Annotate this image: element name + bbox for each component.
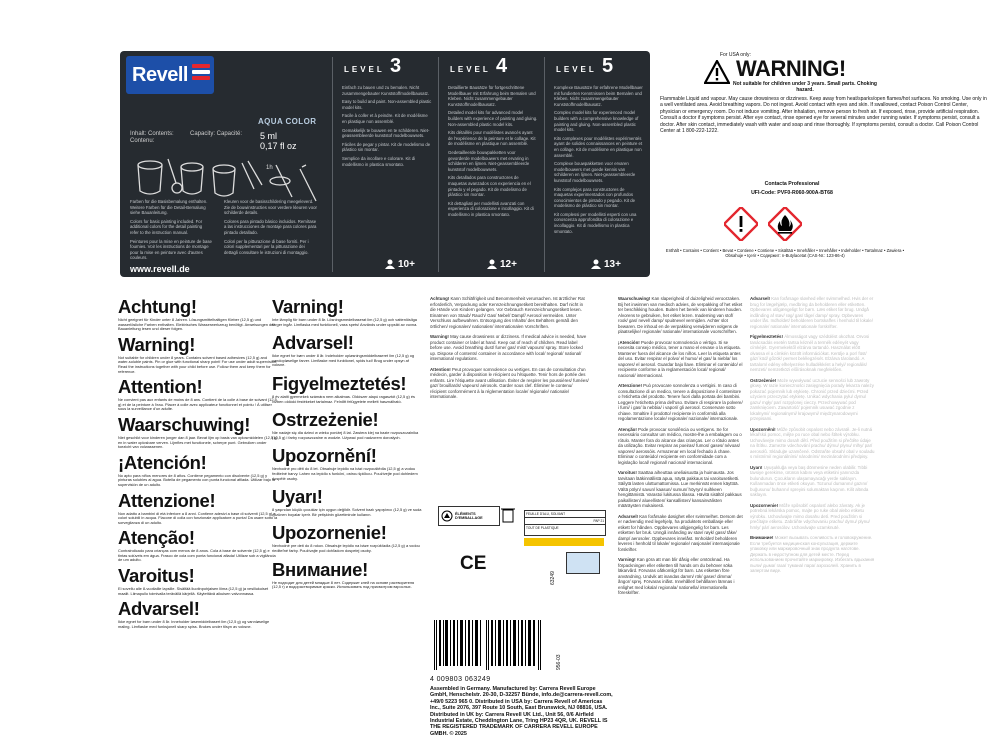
warning-title: Uyarı! [272, 486, 323, 508]
capacity-label: Capacity: Capacité: [190, 131, 243, 137]
paint-tip-de: Farben für die Basisbemalung enthalten. Weitere Farben für die Detail-Bemalung siehe Bauanleitung. [130, 199, 208, 216]
level-3-badge: LEVEL 3 [344, 55, 402, 77]
warning-text: Nie nadaje się dla dzieci w wieku poniżej 8 lat. Zawiera klej na bazie rozpuszczalnika (12,5 g) i farby rozpuszczalne w wodzie. Używać pod nadzorem dorosłych. [272, 430, 419, 440]
warning-block-fr [118, 376, 278, 412]
warning-block-da [272, 332, 422, 368]
warning-block-es [118, 452, 278, 488]
hazard-paragraph: Uyarı! Uyuşukluğa veya baş dönmesine neden olabilir. Tıbbi tavsiye gerekirse, ürünün kabını veya etiketini yanınızda bulundurun. Çocukların ulaşamayacağı yerde saklayın. Kullanmadan önce etiketi okuyun. Tozunu/ dumanını/ gazını/ buğusunu/ buharını/ spreyini solumaktan kaçının. Kilit altında saklayın. [750, 464, 869, 497]
age-rating-13: 13+ [590, 259, 621, 270]
warning-title: Advarsel! [272, 332, 354, 354]
warning-block-no [118, 598, 278, 629]
warning-text: Ei sovellu alle 8-vuotiaille lapsille. Sisältää liuotinpohjaisen liima (12,5 g) ja vesiliukoiset maalit. Liimapullo toimivalla terävällä kärjellä. Käytettävä aikuisen valvonnassa. [118, 586, 269, 596]
warning-title: Upozornenie! [272, 522, 387, 544]
warning-text: Niet geschikt voor kinderen jonger dan 8 jaar. Bevat lijm op basis van oplosmiddelen (12,5 g) en in water oplosbare verven. Lijmfles met functionele, scherpe punt. Gebruiken onder toezicht van volwassenen. [118, 434, 278, 450]
warning-text: Not suitable for children under 8 years. Contains solvent based adhesives (12,5 g) and water-soluble paints. Pin or glue with functional sharp point! For use under adult supervision. Read the instructions together with your child before use. Follow them and keep them for reference. [118, 354, 278, 374]
hazard-paragraph: Atenção! Pode provocar sonolência ou vertigens. Se for necessário consultar um médico, mostre-lhe a embalagem ou o rótulo. Manter fora do alcance das crianças. Ler o rótulo antes da utilização. Evitar respirar as poeiras/ fumos/ gases/ névoas/ vapores/ aerossóis. Armazenar em local fechado à chave. Eliminar o conteúdo/ recipiente em conformidade com a legislação local/ regional/ nacional/ internacional. [618, 426, 742, 465]
warning-text: Ne convient pas aux enfants de moins de 8 ans. Contient de la colle à base de solvant (12,5 g) et de la peinture à l'eau. Placer à colle avec applicateur fonctionnel et pointu ! À utiliser sous la surveillance d'un adulte. [118, 397, 277, 412]
warning-block-en [118, 334, 278, 374]
german-flag-icon [192, 64, 210, 86]
warning-block-cs [272, 445, 422, 481]
hazard-paragraph: Attenzione! Può provocare sonnolenza o vertigini. In caso di consultazione di un medico, tenere a disposizione il contenitore o l'etichetta del prodotto. Tenere fuori dalla portata dei bambini. Leggere l'etichetta prima dell'uso. Evitare di respirare la polvere/ i fumi/ i gas/ la nebbia/ i vapori/ gli aerosol. Conservare sotto chiave. Smaltire il prodotto/ recipiente in conformità alla regolamentazione locale/ regionale/ nazionale/ internazionale. [618, 383, 743, 421]
warning-text: Ikke egnet for barn under 8 år. Inneholder løsemiddelbasert lim (12,5 g) og vannløselige maling. Limflaske med funksjonell skarp spiss. Brukes under tilsyn av voksne. [118, 619, 270, 629]
website-link[interactable]: www.revell.de [130, 264, 190, 274]
warning-title: Atenção! [118, 527, 195, 549]
usa-only-label: For USA only: [720, 52, 751, 58]
hazard-paragraph: Attention! Peut provoquer somnolence ou vertiges. En cas de consultation d'un médecin, garder à disposition le récipient ou l'étiquette. Tenir hors de portée des enfants. Lire l'étiquette avant utilisation. Éviter de respirer les poussières/ fumées/ gaz/ brouillards/ vapeurs/ aérosols. Garder sous clef. Éliminer le contenu/ récipient conformément à la réglementation locale/ régionale/ nationale/ internationale. [430, 366, 589, 399]
info-bar [524, 538, 604, 546]
hazard-paragraph: Upozornění! Může způsobit ospalost nebo závratě. Je-li nutná lékařská pomoc, mějte po ruce obal nebo štítek výrobku. Uchovávejte mimo dosah dětí. Před použitím si přečtěte údaje na štítku. Zamezte vdechování prachu/ dýmu/ plynu/ mlhy/ par/ aerosolů. Skladujte uzamčené. Odstraňte obsah/ obal v souladu s místními/ regionálními/ národními/ mezinárodními předpisy. [750, 426, 875, 459]
divider [332, 57, 333, 272]
warning-text: Nevhodné pro děti do 8 let. Obsahuje lepidlo na bázi rozpouštědla (12,5 g) a vodou ředitelné barvy. Lahev na lepidlo s funkční, ostrou špičkou. Používejte pod dohledem dospělé osoby. [272, 466, 418, 481]
side-code-2: 956-03 [556, 654, 562, 670]
hazard-paragraph: ¡Atención! Puede provocar somnolencia o vértigo. Si se necesita consejo médico, tener a mano el envase o la etiqueta. Mantener fuera del alcance de los niños. Leer la etiqueta antes del uso. Evitar respirar el polvo/ el humo/ el gas/ la niebla/ los vapores/ el aerosol. Guardar bajo llave. Eliminar el contenido/ el recipiente conforme a la reglamentación local/ regional/ nacional/ internacional. [618, 339, 743, 378]
product-line-label: AQUA COLOR [258, 117, 317, 126]
recycling-label: ÉLÉMENTS D'EMBALLAGE [438, 506, 500, 526]
warning-block-pt [118, 527, 278, 563]
hazard-paragraph: Advarsel! Kan forårsage sløvhed eller svimmelhed. Hvis der er brug for lægehjælp, medbring da beholderen eller etiketten. Opbevares utilgængeligt for børn. Læs etiket før brug. Undgå indånding af støv/ røg/ gas/ tåge/ damp/ spray. Opbevares under lås. Indholdet/ beholderen bortskaffes i henhold til lokale/ regionale/ nationale/ internationale forskrifter. [750, 296, 874, 329]
warning-block-hu [272, 373, 422, 404]
warning-text: Non adatto a bambini di età inferiore a 8 anni. Contiene adesivi a base di solventi (12,5 g) e colori solubili in acqua. Flacone di colla con funzionale applicatore a punta! Da usare sotto la sorveglianza di un adulto. [118, 510, 278, 525]
hazard-paragraph: Waarschuwing! Kan slaperigheid of duizeligheid veroorzaken. Bij het inwinnen van medisch advies, de verpakking of het etiket ter beschikking houden. Buiten het bereik van kinderen houden. Alvorens te gebruiken, het etiket lezen. Inademing van stof/ rook/ gas/ nevel/ damp/ spuitnevel vermijden. Achter slot bewaren. De inhoud en de verpakking verwijderen volgens de plaatselijke/ regionale/ nationale/ internationale voorschriften. [618, 296, 743, 334]
warning-text: Ikke egnet for børn under 8 år. Indeholder opløsningsmiddelbaseret lim (12,5 g) og vandopløselige farver. Limflaske med funktionel, spids tud! Brug under opsyn af voksne. [272, 353, 415, 368]
warning-block-sk [272, 522, 422, 553]
paint-tip-es: Colores para pintado básico incluidos. Remítase a las instrucciones de montaje para colores para pintado detallado. [224, 218, 317, 235]
exclamation-hazard-icon [724, 207, 758, 241]
level-4-badge: LEVEL 4 [450, 55, 508, 77]
hazard-paragraph: Advarsel! Kan forårsake døsighet eller svimmelhet. Dersom det er nødvendig med legehjelp, ha produktets emballasje eller etikett for hånden. Oppbevares utilgjengelig for barn. Les etiketten før bruk. Unngå innånding av støv/ røyk/ gass/ tåke/ damp/ aerosoler. Oppbevares innelåst. Innholdet/ beholderen leveres i henhold til lokale/ regionale/ nasjonale/ internasjonale forskrifter. [618, 513, 743, 552]
warning-block-pl [272, 409, 422, 440]
warning-title: Varning! [272, 296, 344, 317]
hazard-paragraph: Varoitus! Saattaa aiheuttaa uneliaisuutta ja huimausta. Jos tarvitaan lääkinnällistä apua, näytä pakkaus tai varoitusetiketti. Säilytä lasten ulottumattomissa. Lue merkinnät ennen käyttöä. Vältä pölyn/ savun/ kaasun/ sumun/ höyryn/ suihkeen hengittämistä. Varastoi lukitussa tilassa. Hävitä sisältö/ pakkaus paikallisten/ alueellisten/ kansallisten/ kansainvälisten määräysten mukaisesti. [618, 470, 742, 508]
manufacturer-info: Assembled in Germany. Manufactured by: Carrera Revell Europe GmbH, Henschelstr. 20-30, D-32257 Bünde, info.de@carrera-revell.com, +49/0 5223 965 0. Distributed in USA by: Carrera Revell of Americas Inc., Suite 2076, 397 Route 10 South, East Brunswick, NJ 08816, USA. Distributed in UK by: Carrera Revell UK Ltd., Unit 56, 0/6 Airfield Industrial Estate, Cheddington Lane, Tring HP23 4QR, UK. REVELL IS THE REGISTERED TRADEMARK OF CARRERA REVELL EUROPE GMBH. © 2025 [430, 686, 613, 737]
warning-title: Varoitus! [118, 565, 195, 587]
hazard-paragraph: Varning! Kan göra att man blir dåsig eller omtöcknad. Ha förpackningen eller etiketten till hands om du behöver söka läkarvård. Förvaras oåtkomligt för barn. Läs etiketten före användning. Undvik att inandas damm/ rök/ gaser/ dimma/ ångor/ sprej. Förvaras inlåst. Innehållet/ behållaren lämnas i enlighet med lokala/ regionala/ nationella/ internationella föreskrifter. [618, 557, 735, 595]
hazard-paragraph: Figyelmeztetés! Álmosságot vagy szédülést okozhat. Orvosi tanácsadás esetén tartsa kéznél a termék edényét vagy címkéjét. Gyermekektől elzárva tartandó. Használat előtt olvassa el a címkén közölt információkat. Kerülje a por/ füst/ gáz/ köd/ gőzök/ permet belélegzését. Elzárva tárolandó. A tartalom/ edény elhelyezése hulladékként a helyi/ regionális/ nemzeti/ nemzetközi előírásoknak megfelelően. [750, 334, 870, 372]
warning-text: Nevhodné pre deti do 8 rokov. Obsahuje lepidlo na báze rozpúšťadla (12,5 g) a vodou riediteľné farby. Používajte pod dohľadom dospelej osoby. [272, 543, 420, 553]
level-5-description: Komplexe Bausätze für erfahrene Modellbauer mit fundierten Kenntnissen beim Bemalen und Kleben. Nicht zusammengebauter Kunststoffmodellbausatz. Complex model kits for experienced model builders with a comprehensive knowledge of painting and gluing. Non-assembled plastic model kits. Kits complexes pour modélistes expérimentés ayant de solides connaissances en peinture et en collage. Kit de modélisme en plastique non assemblé. Complexe bouwpakketten voor ervaren modelbouwers met goede kennis van schilderen en lijmen. Niet-geassembleerde kunststof modelbouwsets. Kits complejos para constructores de maquetas experimentados con profundos conocimientos de pintado y pegado. Kit de modelismo de plástico sin montar. Kit complessi per modellisti esperti con una conoscenza approfondita di colorazione e incollaggio. Kit di modellismo in plastica smontato. [554, 85, 643, 234]
volume-ml: 5 ml [260, 131, 278, 141]
usa-warning-body: Flammable Liquid and vapour. May cause drowsiness or dizziness. Keep away from heat/sparks/open flames/hot surfaces. No smoking. Use only in a well ventilated area. Avoid breathing vapors. Do not ingest. Avoid contact with eyes and skin. If swallowed, contact Poison Control Center, physician or emergency room. Do not induce vomiting. After inhalation, remove person to fresh air. If exposed, rinse, provide artificial respiration. Consult a doctor if symptoms persist. After eye contact, rinse opened eye for several minutes under running water. If symptoms persist, consult a doctor. After skin contact, immediately wash with water and soap and rinse thoroughly. If symptoms persist, consult a doctor. Call Poison Control Center at 1 800-222-1222. [660, 96, 987, 135]
triman-icon [441, 510, 453, 522]
product-info-panel [120, 51, 650, 277]
usa-warning-title: WARNING! [736, 56, 846, 81]
warning-block-de [118, 296, 278, 332]
warning-block-nl [118, 414, 278, 450]
warning-title: Advarsel! [118, 598, 200, 620]
paint-tip-fr: Peintures pour la mise en peinture de base fournies. Voir les instructions de montage pour la mise en peinture avec d'autres couleurs. [130, 238, 212, 261]
warning-text: Не подходит для детей младше 8 лет. Содержит клей на основе растворителя (12,5 г) и водорастворимые краски. Использовать под присмотром взрослых. [272, 579, 415, 590]
side-code: 63249 [550, 571, 556, 585]
warning-text: Contraindicado para crianças com menos de 8 anos. Cola à base de solvente (12,5 g) e tintas solúveis em água. Frasco de cola com ponta funcional afiada! Utilizar sob a vigilância de um adulto. [118, 548, 276, 563]
divider [438, 57, 439, 272]
brand-name: Revell [132, 64, 188, 86]
warning-title: Upozornění! [272, 445, 377, 467]
warning-text: Inte lämplig för barn under 8 år. Lösningsmedelbaserat lim (12,5 g) och vattenlösliga färger ingår. Limflaska med funktionell, vass spets! Används under uppsikt av vuxna. [272, 317, 418, 327]
warning-title: Achtung! [118, 296, 197, 317]
paint-tip-it: Colori per la pitturazione di base forniti. Per i colori supplementari per la pitturazione dei dettagli consultare le istruzioni di montaggio. [224, 238, 309, 255]
hazard-paragraph: Внимание! Может вызывать сонливость и головокружение. Если требуется медицинская консультация, держите упаковку или маркировочный знак продукта наготове. Держать в недоступном для детей месте. Перед использованием прочитайте маркировку. Избегать вдыхания пыли/ дыма/ газа/ тумана/ пара/ аэрозолей. Хранить в запертом виде. [750, 535, 875, 573]
divider [544, 57, 545, 272]
hazard-text-column-2 [618, 296, 743, 601]
volume-oz: 0,17 fl oz [260, 141, 297, 151]
paint-tip-nl: Kleuren voor de basisschildering meegeleverd. Zie de bouwinstructies voor verdere kleuren voor schilderde details. [224, 199, 317, 216]
level-3-description: Einfach zu bauen und zu bemalen. Nicht zusammengebauter Kunststoffmodellbausatz. Easy to build and paint. Non-assembled plastic model kits. Facile à coller et à peindre. Kit de modélisme en plastique non assemblé. Gemakkelijk te bouwen en te schilderen. Niet-geassembleerde kunststof modelbouwsets. Fáciles de pegar y pintar. Kit de modelismo de plástico sin montar. Semplice da incollare e colorare. Kit di modellismo in plastica smontato. [342, 85, 432, 167]
warning-text: Nicht geeignet für Kinder unter 8 Jahren. Lösungsmittelhaltigen Kleber (12,5 g) und wasserlösliche Farben enthalten. Elektrisches Wasserwerkzeug benötigt. Anweisungen der Bauanleitung lesen und dieser folgen. [118, 317, 275, 332]
bin-icon [500, 506, 516, 524]
warning-text: 8 év alatti gyermekek számára nem alkalmas. Oldószer alapú ragasztót (12,5 g) és vízben oldódó festékeket tartalmaz. Felnőtt felügyelete mellett használható. [272, 393, 415, 404]
person-icon [384, 259, 396, 269]
hazard-paragraph: Ostrzeżenie! Może wywoływać uczucie senności lub zawroty głowy. W razie konieczności zasięgnięcia porady lekarza należy pokazać pojemnik lub etykietę. Chronić przed dziećmi. Przed użyciem przeczytać etykietę. Unikać wdychania pyłu/ dymu/ gazu/ mgły/ par/ rozpylonej cieczy. Przechowywać pod zamknięciem. Zawartość/ pojemnik usuwać zgodnie z lokalnymi/ regionalnymi/ krajowymi/ międzynarodowymi przepisami. [750, 377, 874, 421]
ufi-code: UFI-Code: PVF0-R060-900A-BT68 [751, 190, 833, 196]
warning-title: Figyelmeztetés! [272, 372, 407, 394]
person-icon [486, 259, 498, 269]
warning-title: Ostrzeżenie! [272, 409, 379, 431]
warning-block-ru [272, 559, 422, 590]
barcode-number: 4 009803 063249 [430, 676, 491, 683]
person-icon [590, 259, 602, 269]
recycle-symbols [566, 552, 600, 574]
flame-hazard-icon [768, 207, 802, 241]
hazard-text-column-1 [430, 296, 590, 405]
svg-text:1h: 1h [266, 165, 273, 171]
revell-logo [126, 56, 214, 94]
warning-text: No apto para niños menores de 8 años. Contiene pegamento con disolvente (12,5 g) y pinturas solubles al agua. Botella de pegamento con punta funcional afilada. Utilizar bajo la supervisión de un adulto. [118, 472, 276, 487]
warning-text: 8 yaşından küçük çocuklar için uygun değildir. Solvent bazlı yapıştırıcı (12,5 g) ve suda çözünen boyalar içerir. Bir yetişkinin gözetiminde kullanın. [272, 507, 422, 517]
level-5-badge: LEVEL 5 [556, 55, 614, 77]
age-rating-12: 12+ [486, 259, 517, 270]
age-rating-10: 10+ [384, 259, 415, 270]
hazard-paragraph: Upozornenie! Môže spôsobiť ospalosť alebo závraty. Ak je potrebná lekárska pomoc, majte po ruke obal alebo etiketu výrobku. Uchovávajte mimo dosahu detí. Pred použitím si prečítajte etiketu. Zabráňte vdychovaniu prachu/ dymu/ plynu/ hmly/ pár/ aerosólov. Uchovávajte uzamknuté. [750, 502, 870, 530]
warning-block-tr [272, 486, 422, 517]
hazard-paragraph: Warning! May cause drowsiness or dizziness. If medical advice is needed, have product container or label at hand. Keep out of reach of children. Read label before use. Avoid breathing dust/ fume/ gas/ mist/ vapours/ spray. Store locked up. Dispose of contents/ container in accordance with local/ regional/ national/ international regulations. [430, 334, 587, 361]
hazard-paragraph: Achtung! Kann Schläfrigkeit und Benommenheit verursachen. Ist ärztlicher Rat erforderlich, Verpackung oder Kennzeichnungsetikett bereithalten. Darf nicht in die Hände von Kindern gelangen. Vor Gebrauch Kennzeichnungsetikett lesen. Einatmen von Staub/ Rauch/ Gas/ Nebel/ Dampf/ Aerosol vermeiden. Unter Verschluss aufbewahren. Entsorgung des Inhalts/ des Behälters gemäß den örtlichen/ regionalen/ nationalen/ internationalen Vorschriften. [430, 296, 585, 329]
hazard-text-column-3 [750, 296, 875, 579]
packaging-table: FEUILLE D'ALU, SOLVANT PAP 21 TOUT DE PLASTIQUE [524, 510, 606, 536]
warning-block-sv [272, 296, 422, 327]
level-4-description: Detaillierte Bausätze für fortgeschrittene Modellbauer mit Erfahrung beim Bemalen und Kleben. Nicht zusammengebauter Kunststoffmodellbausatz. Detailed model kits for advanced model builders with experience of painting and gluing. Non-assembled plastic model kits. Kits détaillés pour modélistes avancés ayant de l'expérience de la peinture et le collage. Kit de modélisme en plastique non assemblé. Gedetailleerde bouwpakketten voor gevorderde modelbouwers met ervaring in schilderen en lijmen. Niet-geassembleerde kunststof modelbouwsets. Kits detallados para constructores de maquetas avanzados con experiencia en el pintado y el pegado. Kit de modelismo de plástico sin montar. Kit dettagliati per modellisti avanzati con esperienza di colorazione e incollaggio. Kit di modellismo in plastica smontato. [448, 85, 538, 217]
ce-mark: CE [460, 553, 487, 574]
usa-warning-subtitle: Not suitable for children under 3 years. Small parts. Choking hazard. [733, 81, 877, 93]
paint-tip-en: Colors for basic painting included. For additional colors for the detail painting refer to the instruction manual. [130, 218, 203, 235]
warning-title: ¡Atención! [118, 451, 207, 473]
barcode [430, 620, 550, 670]
contains-substances: Enthält • Contains • Contient • Bevat • Contiene • Contiene • Sisältää • Innehåller • Innehåller • Indeholder • Tartalmaz • Zawiera • Obsahuje • Içerir • Содержит: n-Butylacetat (CAS-Nr.: 123-86-4) [665, 248, 905, 259]
warning-title: Warning! [118, 333, 196, 355]
warnings-column-1 [118, 296, 278, 629]
warning-title: Attenzione! [118, 489, 216, 511]
warning-title: Внимание! [272, 558, 368, 580]
warning-block-fi [118, 565, 278, 596]
contacta-label: Contacta Professional [764, 181, 820, 187]
contents-label: Inhalt: Contents: Contenu: [130, 131, 174, 144]
warning-title: Waarschuwing! [118, 413, 251, 435]
warnings-column-2 [272, 296, 422, 590]
warning-title: Attention! [118, 376, 203, 398]
warning-block-it [118, 490, 278, 526]
